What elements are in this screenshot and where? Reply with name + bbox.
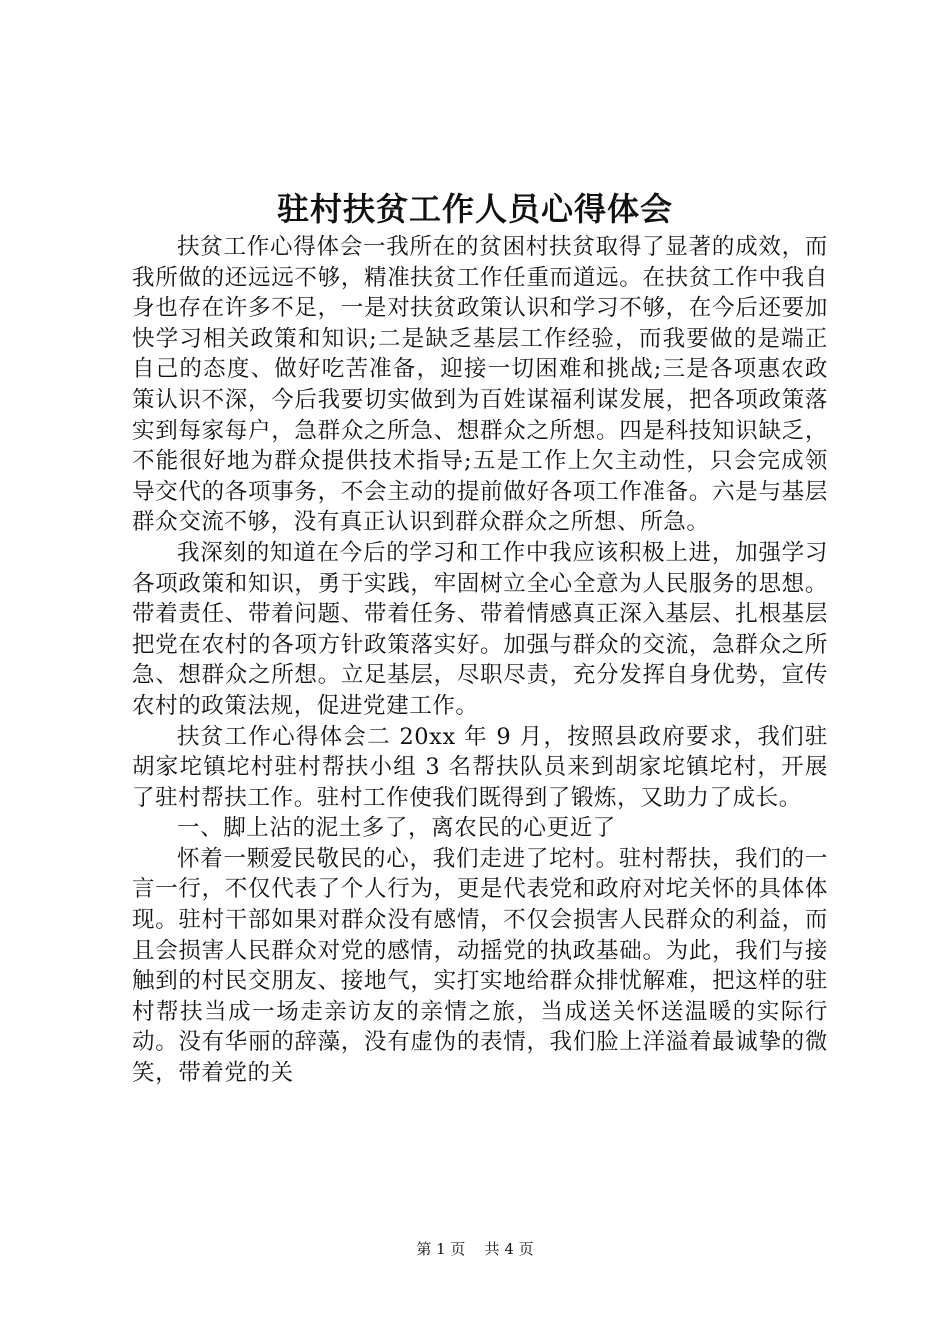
paragraph: 扶贫工作心得体会一我所在的贫困村扶贫取得了显著的成效，而我所做的还远远不够，精准扶贫工作任重而道远。在扶贫工作中我自身也存在许多不足，一是对扶贫政策认识和学习不够，在今后还要加快学习相关政策和知识;二是缺乏基层工作经验，而我要做的是端正自己的态度、做好吃苦准备，迎接一切困难和挑战;三是各项惠农政策认识不深，今后我要切实做到为百姓谋福利谋发展，把各项政策落实到每家每户，急群众之所急、想群众之所想。四是科技知识缺乏，不能很好地为群众提供技术指导;五是工作上欠主动性，只会完成领导交代的各项事务，不会主动的提前做好各项工作准备。六是与基层群众交流不够，没有真正认识到群众群众之所想、所急。 (132, 234, 828, 536)
paragraph: 怀着一颗爱民敬民的心，我们走进了坨村。驻村帮扶，我们的一言一行，不仅代表了个人行为，更是代表党和政府对坨关怀的具体体现。驻村干部如果对群众没有感情，不仅会损害人民群众的利益，而且会损害人民群众对党的感情，动摇党的执政基础。为此，我们与接触到的村民交朋友、接地气，实打实地给群众排忧解难，把这样的驻村帮扶当成一场走亲访友的亲情之旅，当成送关怀送温暖的实际行动。没有华丽的辞藻，没有虚伪的表情，我们脸上洋溢着最诚挚的微笑，带着党的关 (132, 845, 828, 1087)
document-title: 驻村扶贫工作人员心得体会 (276, 190, 673, 228)
paragraph: 扶贫工作心得体会二 20xx 年 9 月，按照县政府要求，我们驻胡家坨镇坨村驻村帮扶小组 3 名帮扶队员来到胡家坨镇坨村，开展了驻村帮扶工作。驻村工作使我们既得到了锻炼，又助力了成长。 (132, 723, 828, 811)
page-footer (0, 1238, 950, 1260)
page-number-total: 共 4 页 (484, 1240, 534, 1258)
footer-spacer (470, 1240, 480, 1258)
document-body (132, 232, 828, 1089)
page-number-current: 第 1 页 (416, 1240, 466, 1258)
paragraph: 我深刻的知道在今后的学习和工作中我应该积极上进，加强学习各项政策和知识，勇于实践，牢固树立全心全意为人民服务的思想。带着责任、带着问题、带着任务、带着情感真正深入基层、扎根基层把党在农村的各项方针政策落实好。加强与群众的交流，急群众之所急、想群众之所想。立足基层，尽职尽责，充分发挥自身优势，宣传农村的政策法规，促进党建工作。 (132, 539, 828, 719)
section-heading: 一、脚上沾的泥土多了，离农民的心更近了 (177, 815, 616, 842)
